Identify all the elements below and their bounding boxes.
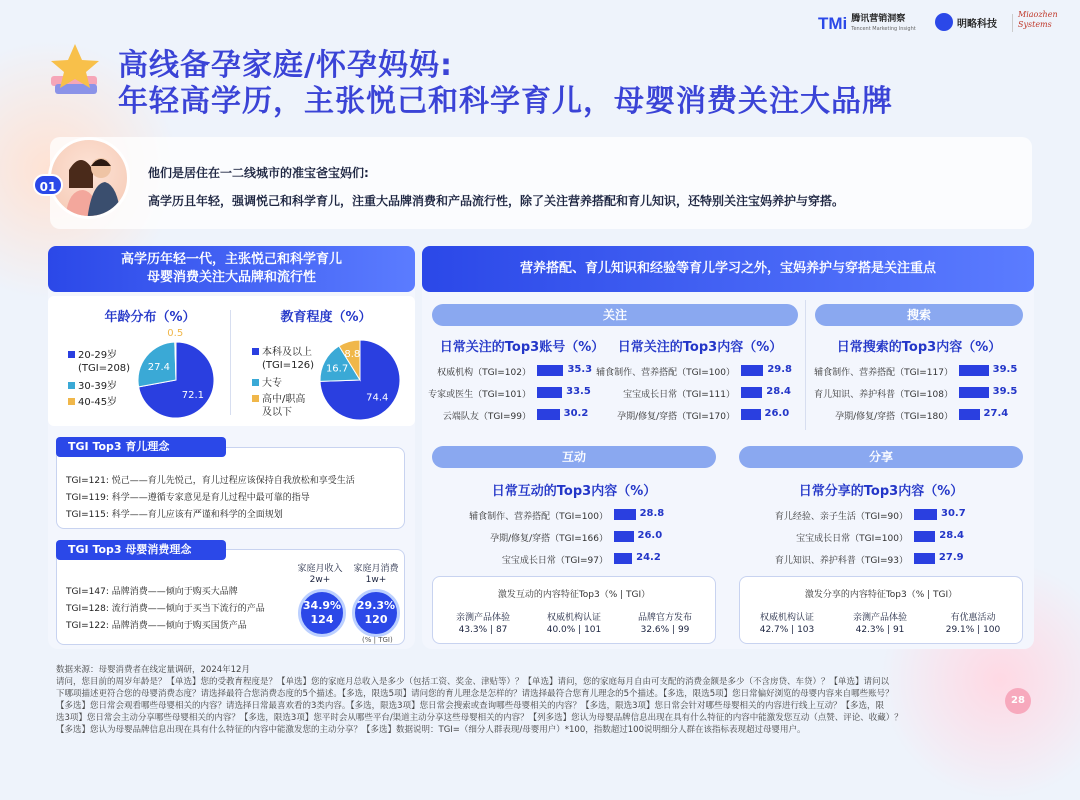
spend-circle (352, 589, 400, 637)
interact-bar-label-3: 宝宝成长日常（TGI=97） (501, 556, 608, 566)
edu-chart-title: 教育程度（%） (280, 310, 372, 325)
follow-content-title: 日常关注的Top3内容（%） (617, 340, 783, 355)
age-label-1: 72.1 (181, 390, 205, 402)
share-bar-value-3: 27.9 (938, 552, 964, 563)
share-bar-value-2: 28.4 (939, 530, 964, 541)
tmi-logo-subtext: Tencent Marketing Insight (851, 26, 916, 32)
legend-age-3039: 30-39岁 (78, 381, 118, 392)
footnote-line5: 选3项】您日常会主动分享哪些母婴相关的内容？【多选，限选3项】您平时会从哪些平台/渠道主动分享这些母婴相关的内容？【列多选】您认为母婴品牌信息出现在具有什么特征的内容中能激发您互动（点赞、评论、收藏）？ (56, 713, 903, 723)
share-feature-title: 激发分享的内容特征Top3（% | TGI） (804, 590, 958, 600)
interact-feature-1 (440, 612, 526, 636)
intro-panel (50, 137, 1032, 229)
interact-bar-label-1: 辅食制作、营养搭配（TGI=100） (469, 512, 608, 522)
age-pie-chart (126, 326, 246, 426)
follow-content-bar-value-1: 29.8 (767, 364, 793, 375)
legend-swatch-college (252, 379, 259, 386)
share-bar-2 (914, 531, 935, 542)
income-tgi: 124 (310, 613, 334, 626)
tmi-logo-text: 腾讯营销洞察 (851, 14, 906, 24)
legend-edu-bachelor: 本科及以上 (TGI=126) (262, 347, 315, 371)
footnote-line1: 数据来源：母婴消费者在线定量调研，2024年12月 (56, 665, 250, 675)
edu-pie-chart (310, 326, 410, 426)
share-feature-3 (930, 612, 1016, 636)
page-title-line1: 高线备孕家庭/怀孕妈妈: (118, 48, 453, 83)
search-bar-label-3: 孕期/修复/穿搭（TGI=180） (835, 412, 953, 422)
page-number: 28 (1005, 688, 1031, 714)
left-panel-header: 高学历年轻一代，主张悦己和科学育儿 母婴消费关注大品牌和流行性 (48, 246, 415, 292)
consumption-line-3: TGI=122: 品牌消费——倾向于购买国货产品 (66, 621, 247, 631)
intro-number-badge: 01 (33, 174, 63, 196)
footnote-line3: 下哪项描述更符合您的母婴消费态度？请选择最符合您消费态度的5个描述。【多选，限选5项】请问您的育儿理念是怎样的？请选择最符合您育儿理念的5个描述。【多选，限选5项】您日常偏好浏览的母婴内容来自哪些账号？ (56, 689, 894, 699)
legend-swatch-bachelor (252, 348, 259, 355)
search-bar-1 (959, 365, 989, 376)
spend-tgi: 120 (364, 613, 388, 626)
legend-edu-college: 大专 (262, 378, 282, 389)
follow-content-bar-3 (741, 409, 761, 420)
search-bar-2 (959, 387, 989, 398)
interact-feature-2-name: 权威机构认证 (546, 613, 601, 623)
follow-accounts-title: 日常关注的Top3账号（%） (439, 340, 605, 355)
share-feature-1-name: 权威机构认证 (759, 613, 814, 623)
follow-content-bar-2 (741, 387, 762, 398)
follow-accounts-bar-value-3: 30.2 (563, 408, 589, 419)
share-bar-3 (914, 553, 935, 564)
edu-legend (252, 346, 314, 419)
share-feature-3-name: 有优惠活动 (950, 613, 996, 623)
follow-accounts-bar-label-3: 云端队友（TGI=99） (442, 412, 531, 422)
interact-bar-value-1: 28.8 (639, 508, 665, 519)
title-decoration-icon (45, 40, 107, 102)
footnote-line2: 请问，您目前的周岁年龄是？【单选】您的受教育程度是？【单选】您的家庭月总收入是多少（包括工资、奖金、津贴等）？【单选】请问，您的家庭每月自由可支配的消费金额是多少（不含房贷、车贷）？【单选】请问以 (56, 677, 890, 687)
search-bar-label-2: 育儿知识、养护科普（TGI=108） (814, 390, 953, 400)
page-title-line2: 年轻高学历，主张悦己和科学育儿，母婴消费关注大品牌 (118, 84, 893, 119)
age-label-3: 0.5 (167, 328, 184, 340)
search-title: 日常搜索的Top3内容（%） (836, 340, 1002, 355)
age-chart-title: 年龄分布（%） (104, 310, 196, 325)
search-bar-3 (959, 409, 980, 420)
interact-feature-2 (531, 612, 617, 636)
follow-accounts-bar-label-2: 专家或医生（TGI=101） (428, 390, 531, 400)
interact-bar-1 (614, 509, 636, 520)
follow-accounts-bar-value-2: 33.5 (566, 386, 591, 397)
income-value: 34.9% (302, 599, 342, 612)
interact-feature-1-val: 43.3% | 87 (458, 625, 508, 635)
income-circle (298, 589, 346, 637)
search-bar-label-1: 辅食制作、营养搭配（TGI=117） (814, 368, 953, 378)
consumption-unit: (% | TGI) (362, 636, 393, 644)
follow-content-bar-value-3: 26.0 (764, 408, 790, 419)
follow-content-bar-1 (741, 365, 763, 376)
mininglamp-logo-text: 明略科技 (957, 18, 997, 30)
parenting-line-2: TGI=119: 科学——遵循专家意见是育儿过程中最可靠的指导 (66, 493, 310, 503)
follow-accounts-bar-1 (537, 365, 563, 376)
parenting-tag: TGI Top3 育儿理念 (56, 437, 226, 457)
follow-content-bar-label-1: 辅食制作、营养搭配（TGI=100） (596, 368, 735, 378)
miaozhen-logo: Miaozhen Systems (1018, 10, 1058, 29)
follow-search-divider (805, 300, 806, 430)
share-bar-label-3: 育儿知识、养护科普（TGI=93） (774, 556, 908, 566)
share-feature-2-val: 42.3% | 91 (855, 625, 905, 635)
share-feature-1 (744, 612, 830, 636)
follow-accounts-bar-value-1: 35.3 (567, 364, 593, 375)
edu-label-2: 16.7 (325, 363, 349, 375)
search-bar-value-1: 39.5 (992, 364, 1018, 375)
tmi-logo-mark: TMi (818, 14, 848, 33)
share-bar-label-1: 育儿经验、亲子生活（TGI=90） (774, 512, 908, 522)
interact-feature-title: 激发互动的内容特征Top3（% | TGI） (497, 590, 651, 600)
interact-feature-1-name: 亲测产品体验 (455, 613, 510, 623)
interact-pill: 互动 (432, 446, 716, 468)
follow-pill: 关注 (432, 304, 798, 326)
legend-age-4045: 40-45岁 (78, 397, 118, 408)
share-feature-2 (837, 612, 923, 636)
search-pill: 搜索 (815, 304, 1023, 326)
interact-feature-3-val: 32.6% | 99 (640, 625, 690, 635)
consumption-line-2: TGI=128: 流行消费——倾向于买当下流行的产品 (66, 604, 265, 614)
legend-swatch-2029 (68, 351, 75, 358)
footnote-line4: 【多选】您日常会观看哪些母婴相关的内容？请选择日常最喜欢看的3类内容。【多选，限选3项】您日常会搜索或查询哪些母婴相关的内容？【多选，限选3项】您日常会针对哪些母婴相关的内容进行线上互动？【多选，限 (56, 701, 884, 711)
share-bar-1 (914, 509, 937, 520)
interact-bar-value-2: 26.0 (637, 530, 663, 541)
share-feature-2-name: 亲测产品体验 (852, 613, 907, 623)
spend-label: 家庭月消费 1w+ (353, 564, 399, 585)
consumption-tag: TGI Top3 母婴消费理念 (56, 540, 226, 560)
mininglamp-logo-icon (935, 13, 953, 31)
legend-swatch-3039 (68, 382, 75, 389)
age-label-2: 27.4 (147, 362, 171, 374)
right-panel-header: 营养搭配、育儿知识和经验等育儿学习之外，宝妈养护与穿搭是关注重点 (422, 246, 1034, 292)
follow-accounts-bar-3 (537, 409, 560, 420)
search-bar-value-3: 27.4 (983, 408, 1009, 419)
consumption-line-1: TGI=147: 品牌消费——倾向于购买大品牌 (66, 587, 238, 597)
intro-line2: 高学历且年轻，强调悦己和科学育儿，注重大品牌消费和产品流行性，除了关注营养搭配和育儿知识，还特别关注宝妈养护与穿搭。 (148, 194, 845, 208)
follow-accounts-bar-2 (537, 387, 562, 398)
interact-feature-3-name: 品牌官方发布 (637, 613, 692, 623)
edu-label-1: 74.4 (366, 392, 389, 404)
legend-swatch-highschool (252, 395, 259, 402)
parenting-line-3: TGI=115: 科学——育儿应该有严谨和科学的全面规划 (66, 510, 283, 520)
share-feature-1-val: 42.7% | 103 (759, 625, 815, 635)
share-feature-3-val: 29.1% | 100 (945, 625, 1001, 635)
tmi-logo (818, 14, 916, 34)
age-legend (68, 349, 130, 409)
spend-value: 29.3% (356, 599, 396, 612)
follow-content-bar-value-2: 28.4 (766, 386, 791, 397)
mininglamp-logo (935, 13, 997, 31)
legend-age-2029: 20-29岁 (TGI=208) (78, 350, 131, 374)
share-pill: 分享 (739, 446, 1023, 468)
edu-label-3: 8.8 (344, 349, 361, 361)
follow-content-bar-label-2: 宝宝成长日常（TGI=111） (623, 390, 735, 400)
income-label: 家庭月收入 2w+ (297, 564, 343, 585)
legend-swatch-4045 (68, 398, 75, 405)
interact-bar-3 (614, 553, 632, 564)
search-bar-value-2: 39.5 (992, 386, 1018, 397)
footnote-line6: 【多选】您认为母婴品牌信息出现在具有什么特征的内容中能激发您的主动分享？【多选】数据说明：TGI=（细分人群表现/母婴用户）*100，指数超过100说明细分人群在该指标表现超过母婴用户。 (56, 725, 806, 735)
share-bar-label-2: 宝宝成长日常（TGI=100） (796, 534, 908, 544)
parenting-line-1: TGI=121: 悦己——育儿先悦己，育儿过程应该保持自我放松和享受生活 (66, 476, 355, 486)
follow-accounts-bar-label-1: 权威机构（TGI=102） (437, 368, 531, 378)
interact-bar-label-2: 孕期/修复/穿搭（TGI=166） (490, 534, 608, 544)
follow-content-bar-label-3: 孕期/修复/穿搭（TGI=170） (617, 412, 735, 422)
share-bar-value-1: 30.7 (941, 508, 966, 519)
interact-feature-2-val: 40.0% | 101 (546, 625, 602, 635)
logo-divider (1012, 14, 1013, 32)
intro-line1: 他们是居住在一二线城市的准宝爸宝妈们: (148, 166, 369, 180)
share-title: 日常分享的Top3内容（%） (798, 484, 964, 499)
interact-title: 日常互动的Top3内容（%） (491, 484, 657, 499)
legend-edu-highschool: 高中/职高 及以下 (262, 394, 306, 418)
interact-bar-value-3: 24.2 (636, 552, 661, 563)
interact-bar-2 (614, 531, 634, 542)
interact-feature-3 (622, 612, 708, 636)
